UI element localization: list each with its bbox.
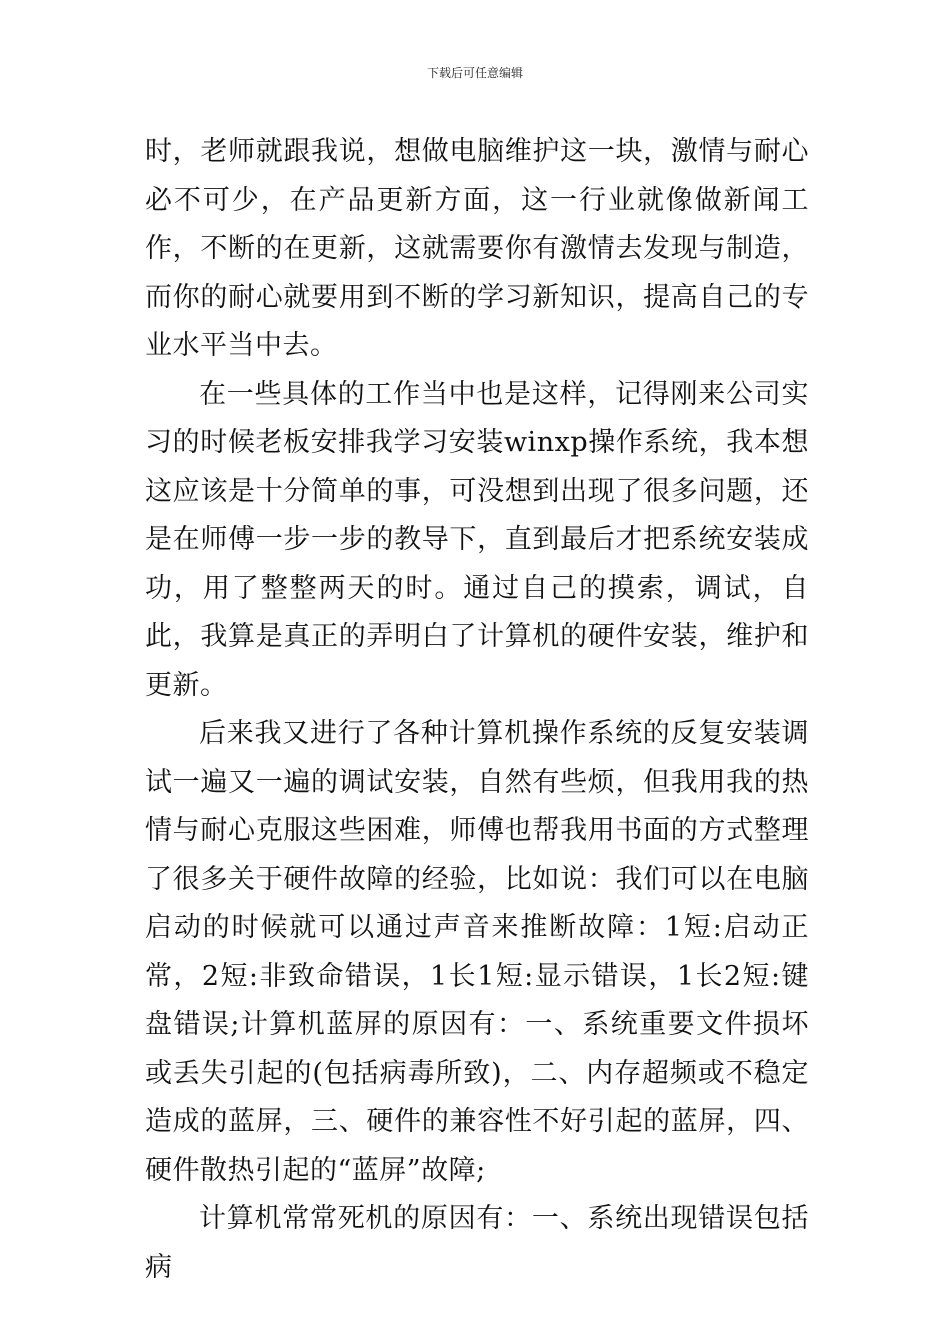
paragraph-3: 后来我又进行了各种计算机操作系统的反复安装调试一遍又一遍的调试安装，自然有些烦，但我用我的热情与耐心克服这些困难，师傅也帮我用书面的方式整理了很多关于硬件故障的经验，比如说：我们可以在电脑启动的时候就可以通过声音来推断故障：1短:启动正常，2短:非致命错误，1长1短:显示错误，1长2短:键盘错误;计算机蓝屏的原因有：一、系统重要文件损坏或丢失引起的(包括病毒所致)，二、内存超频或不稳定造成的蓝屏，三、硬件的兼容性不好引起的蓝屏，四、硬件散热引起的“蓝屏”故障; — [145, 718, 809, 1186]
document-body — [145, 128, 809, 1292]
paragraph-2: 在一些具体的工作当中也是这样，记得刚来公司实习的时候老板安排我学习安装winxp操作系统，我本想这应该是十分简单的事，可没想到出现了很多问题，还是在师傅一步一步的教导下，直到最后才把系统安装成功，用了整整两天的时。通过自己的摸索，调试，自此，我算是真正的弄明白了计算机的硬件安装，维护和更新。 — [145, 378, 809, 701]
paragraph-1: 时，老师就跟我说，想做电脑维护这一块，激情与耐心必不可少，在产品更新方面，这一行业就像做新闻工作，不断的在更新，这就需要你有激情去发现与制造，而你的耐心就要用到不断的学习新知识，提高自己的专业水平当中去。 — [145, 136, 809, 361]
paragraph-4: 计算机常常死机的原因有：一、系统出现错误包括病 — [145, 1203, 809, 1283]
page-header: 下载后可任意编辑 — [426, 66, 523, 80]
